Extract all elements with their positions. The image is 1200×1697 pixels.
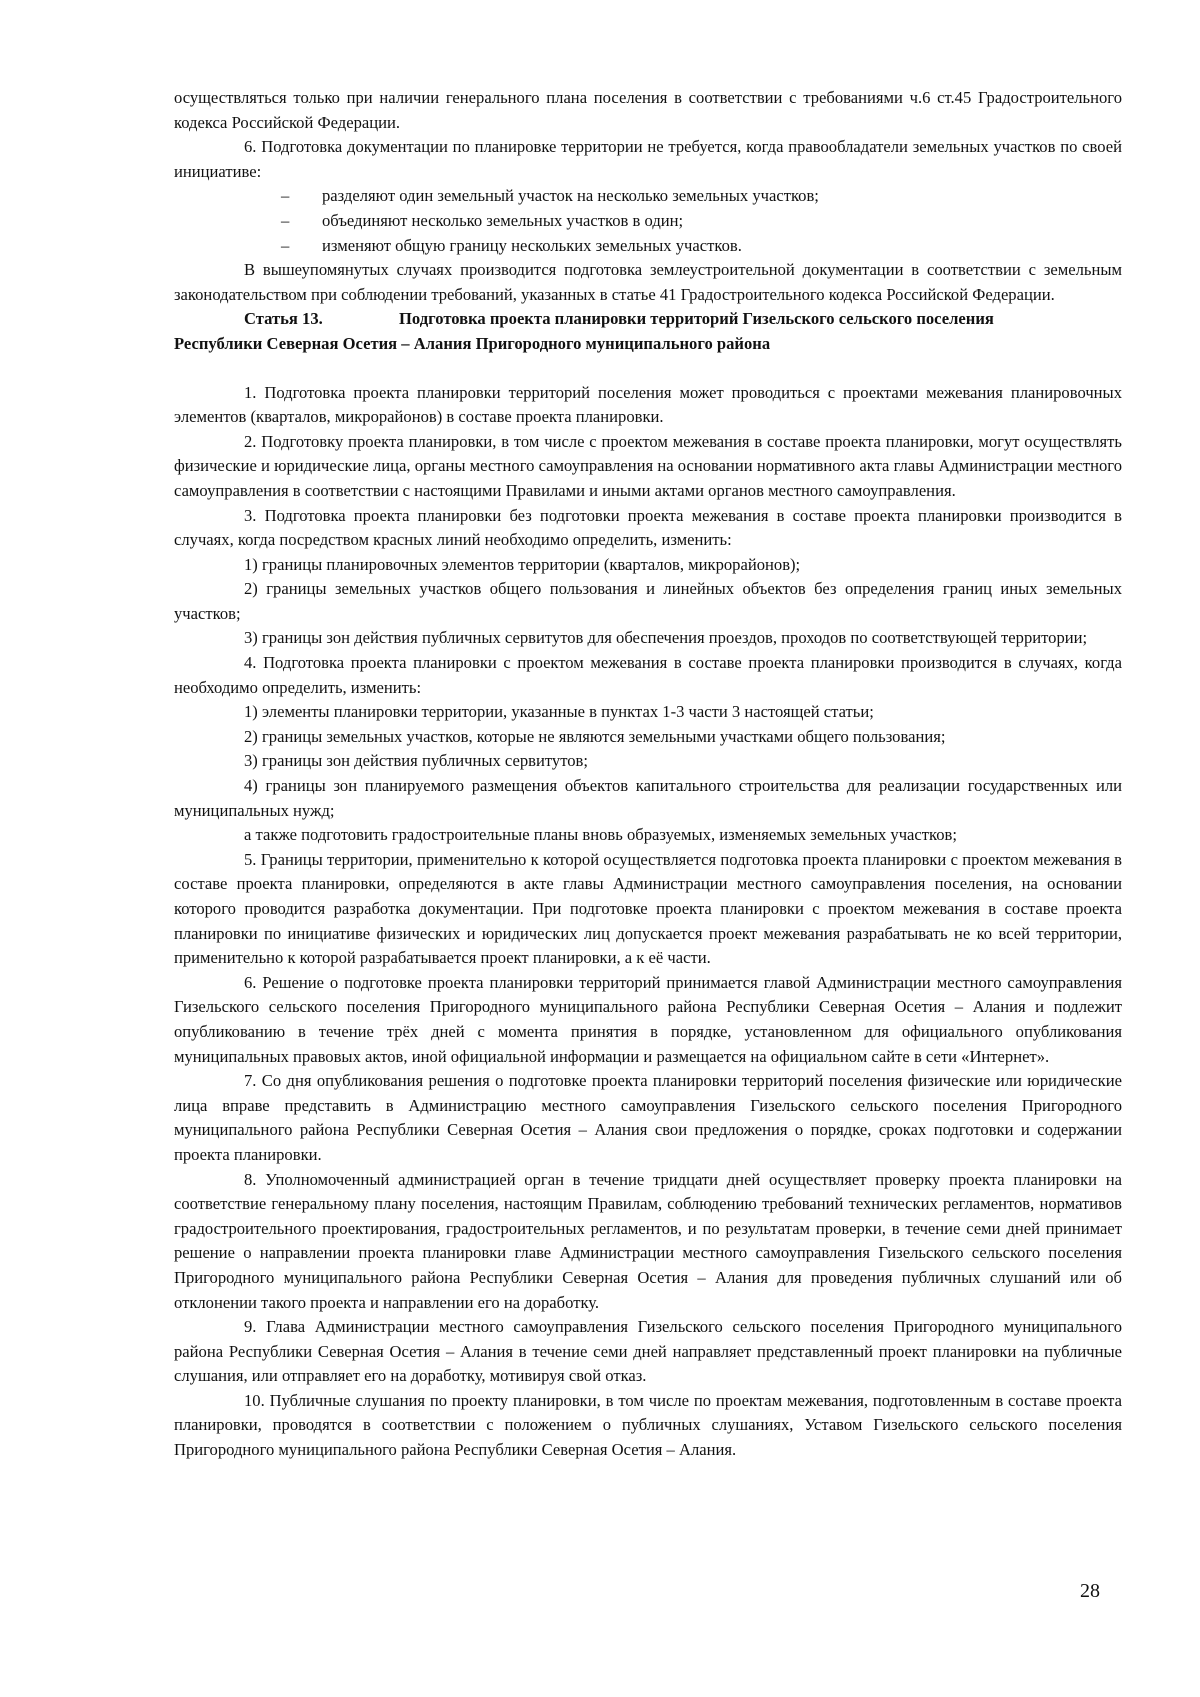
article-number: Статья 13. <box>244 309 323 329</box>
article-title-line-1: Подготовка проекта планировки территорий Гизельского сельского поселения <box>399 309 994 329</box>
paragraph: 2. Подготовку проекта планировки, в том числе с проектом межевания в составе проекта планировки, могут осуществлять физические и юридические лица, органы местного самоуправления на основании нормативного акта главы Администрации местного самоуправления в соответствии с настоящими Правилами и иными актами органов местного самоуправления. <box>174 431 1122 500</box>
paragraph: 9. Глава Администрации местного самоуправления Гизельского сельского поселения Пригородного муниципального района Республики Северная Осетия – Алания в течение семи дней направляет представленный проект планировки на публичные слушания, или отправляет его на доработку, мотивируя свой отказ. <box>174 1317 1122 1386</box>
paragraph: 1) элементы планировки территории, указанные в пунктах 1-3 части 3 настоящей статьи; <box>244 702 874 722</box>
paragraph: 1. Подготовка проекта планировки территорий поселения может проводиться с проектами межевания планировочных элементов (кварталов, микрорайонов) в составе проекта планировки. <box>174 382 1122 427</box>
dash-bullet: – <box>281 210 290 230</box>
list-item: – разделяют один земельный участок на несколько земельных участков; <box>281 184 1122 209</box>
paragraph: а также подготовить градостроительные планы вновь образуемых, изменяемых земельных участков; <box>244 825 957 845</box>
intro-paragraph-note: В вышеупомянутых случаях производится подготовка землеустроительной документации в соответствии с земельным законодательством при соблюдении требований, указанных в статье 41 Градостроительного кодекса Российской Федерации. <box>174 260 1122 304</box>
intro-paragraph-6: 6. Подготовка документации по планировке территории не требуется, когда правообладатели земельных участков по своей инициативе: <box>174 137 1122 181</box>
paragraph: 5. Границы территории, применительно к которой осуществляется подготовка проекта планировки с проектом межевания в составе проекта планировки, определяются в акте главы Администрации местного самоуправления поселения, на основании которого проводится разработка документации. При подготовке проекта планировки с проектом межевания в составе проекта планировки по инициативе физических и юридических лиц допускается проект межевания разрабатывать не ко всей территории, применительно к которой разрабатывается проект планировки, а к её части. <box>174 849 1122 968</box>
article-body <box>174 381 1122 1463</box>
intro-paragraph-continuation: осуществляться только при наличии генерального плана поселения в соответствии с требованиями ч.6 ст.45 Градостроительного кодекса Российской Федерации. <box>174 88 1122 132</box>
paragraph: 3) границы зон действия публичных сервитутов; <box>244 751 588 771</box>
page-number: 28 <box>1080 1580 1100 1602</box>
dash-list <box>174 184 1122 258</box>
dash-bullet: – <box>281 186 290 206</box>
paragraph: 7. Со дня опубликования решения о подготовке проекта планировки территорий поселения физические или юридические лица вправе представить в Администрацию местного самоуправления Гизельского сельского поселения Пригородного муниципального района Республики Северная Осетия – Алания свои предложения о порядке, сроках подготовки и содержании проекта планировки. <box>174 1071 1122 1164</box>
article-heading <box>174 307 1122 332</box>
paragraph: 6. Решение о подготовке проекта планировки территорий принимается главой Администрации местного самоуправления Гизельского сельского поселения Пригородного муниципального района Республики Северная Осетия – Алания и подлежит опубликованию в течение трёх дней с момента принятия в порядке, установленном для официального опубликования муниципальных правовых актов, иной официальной информации и размещается на официальном сайте в сети «Интернет». <box>174 972 1122 1066</box>
list-item: – изменяют общую границу нескольких земельных участков. <box>281 234 1122 259</box>
paragraph: 2) границы земельных участков, которые не являются земельными участками общего пользования; <box>244 726 946 746</box>
paragraph: 3) границы зон действия публичных сервитутов для обеспечения проездов, проходов по соответствующей территории; <box>244 628 1088 648</box>
paragraph: 10. Публичные слушания по проекту планировки, в том числе по проектам межевания, подготовленным в составе проекта планировки, проводятся в соответствии с положением о публичных слушаниях, Уставом Гизельского сельского поселения Пригородного муниципального района Республики Северная Осетия – Алания. <box>174 1390 1122 1460</box>
paragraph: 8. Уполномоченный администрацией орган в течение тридцати дней осуществляет проверку проекта планировки на соответствие генеральному плану поселения, настоящим Правилам, соблюдению требований технических регламентов, нормативов градостроительного проектирования, градостроительных регламентов, и по результатам проверки, в течение семи дней принимает решение о направлении проекта планировки главе Администрации местного самоуправления Гизельского сельского поселения Пригородного муниципального района Республики Северная Осетия – Алания для проведения публичных слушаний или об отклонении такого проекта и направлении его на доработку. <box>174 1169 1122 1312</box>
paragraph: 1) границы планировочных элементов территории (кварталов, микрорайонов); <box>244 554 801 574</box>
page-content <box>174 86 1122 1463</box>
paragraph: 4. Подготовка проекта планировки с проектом межевания в составе проекта планировки производится в случаях, когда необходимо определить, изменить: <box>174 653 1122 697</box>
paragraph: 3. Подготовка проекта планировки без подготовки проекта межевания в составе проекта планировки производится в случаях, когда посредством красных линий необходимо определить, изменить: <box>174 505 1122 550</box>
article-title-line-2: Республики Северная Осетия – Алания Пригородного муниципального района <box>174 333 771 353</box>
paragraph: 2) границы земельных участков общего пользования и линейных объектов без определения границ иных земельных участков; <box>174 579 1122 623</box>
paragraph: 4) границы зон планируемого размещения объектов капитального строительства для реализации государственных или муниципальных нужд; <box>174 776 1122 820</box>
dash-bullet: – <box>281 235 290 255</box>
list-item: – объединяют несколько земельных участков в один; <box>281 209 1122 234</box>
